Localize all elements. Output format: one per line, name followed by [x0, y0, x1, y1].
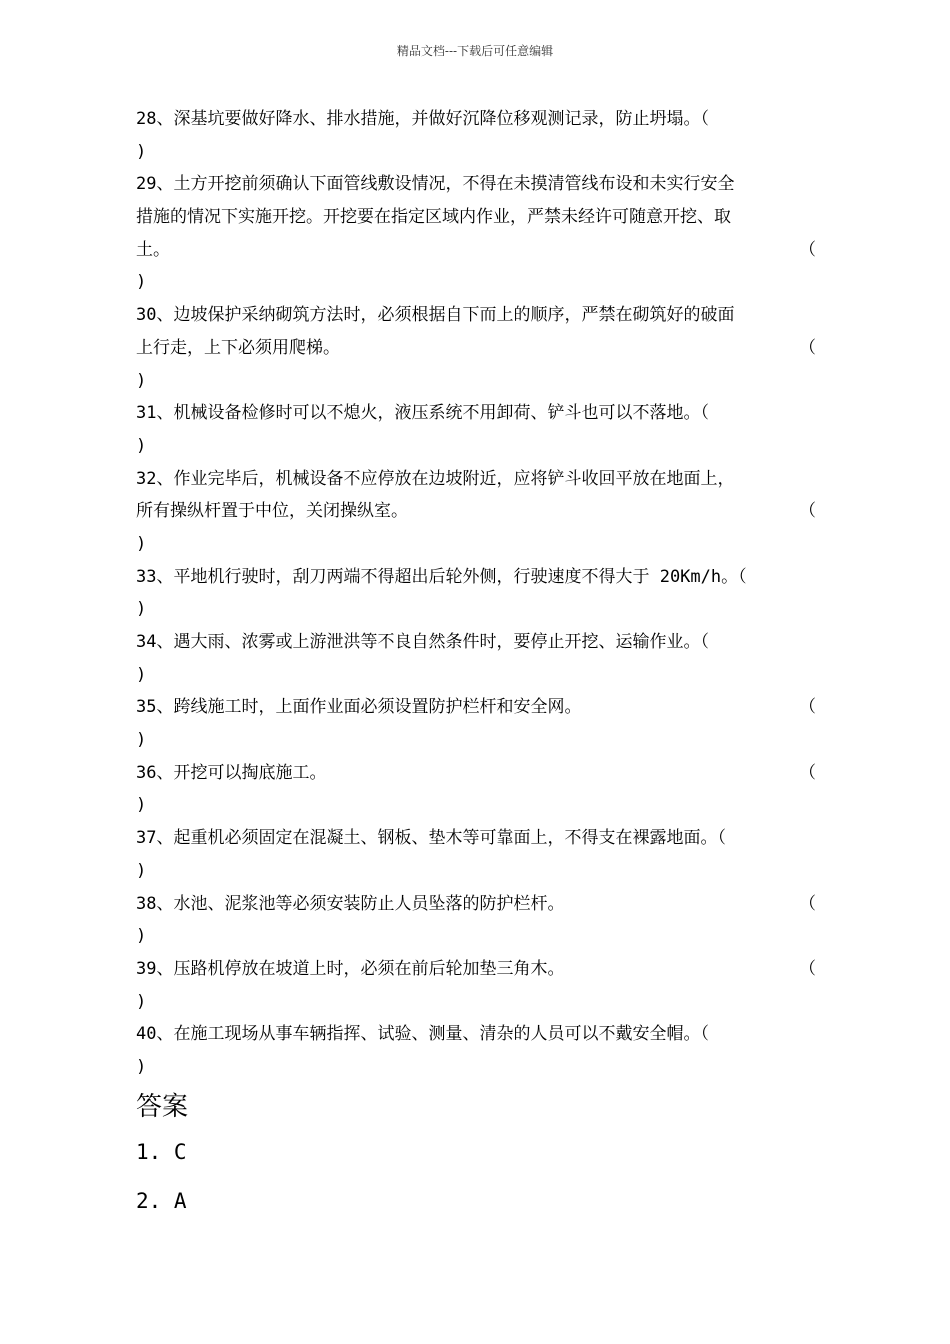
question-31-close: )	[136, 435, 147, 456]
question-30-open-paren: （	[799, 337, 816, 358]
question-28-line-1: 28、深基坑要做好降水、排水措施，并做好沉降位移观测记录，防止坍塌。（	[136, 109, 709, 129]
question-40-close: )	[136, 1056, 147, 1077]
question-39-open-paren: （	[799, 958, 816, 979]
question-38-line-1	[136, 888, 816, 921]
question-36-open-paren: （	[799, 762, 816, 783]
question-35-close: )	[136, 730, 147, 751]
question-32-open-paren: （	[799, 501, 816, 522]
question-30-close: )	[136, 370, 147, 391]
question-32-close: )	[136, 533, 147, 554]
question-35-text: 35、跨线施工时，上面作业面必须设置防护栏杆和安全网。	[136, 697, 582, 718]
answers-heading: 答案	[136, 1091, 189, 1122]
question-40-line-1: 40、在施工现场从事车辆指挥、试验、测量、清杂的人员可以不戴安全帽。（	[136, 1024, 709, 1045]
question-29-line-3	[136, 234, 816, 267]
question-38-text: 38、水池、泥浆池等必须安装防止人员坠落的防护栏杆。	[136, 893, 565, 914]
question-list	[136, 103, 816, 1223]
question-30-text-2: 上行走，上下必须用爬梯。	[136, 337, 340, 358]
question-36-line-1	[136, 757, 816, 790]
question-29-line-2: 措施的情况下实施开挖。开挖要在指定区域内作业，严禁未经许可随意开挖、取	[136, 207, 731, 228]
question-35-open-paren: （	[799, 697, 816, 718]
question-38-open-paren: （	[799, 893, 816, 914]
question-37-close: )	[136, 860, 147, 881]
question-33-line-1: 33、平地机行驶时，刮刀两端不得超出后轮外侧，行驶速度不得大于 20Km/h。（	[136, 566, 747, 587]
question-39-text: 39、压路机停放在坡道上时，必须在前后轮加垫三角木。	[136, 958, 565, 979]
question-34-line-1: 34、遇大雨、浓雾或上游泄洪等不良自然条件时，要停止开挖、运输作业。（	[136, 632, 709, 652]
question-39-line-1	[136, 953, 816, 986]
question-28-close: )	[136, 141, 147, 162]
answer-1: 1. C	[136, 1139, 187, 1164]
question-33-close: )	[136, 599, 147, 620]
question-34-close: )	[136, 664, 147, 685]
page-header: 精品文档---下载后可任意编辑	[396, 44, 554, 58]
question-29-open-paren: （	[799, 239, 816, 260]
question-32-line-2	[136, 495, 816, 528]
question-31-line-1: 31、机械设备检修时可以不熄火，液压系统不用卸荷、铲斗也可以不落地。（	[136, 403, 709, 424]
question-35-line-1	[136, 691, 816, 724]
question-32-line-1: 32、作业完毕后，机械设备不应停放在边坡附近，应将铲斗收回平放在地面上，	[136, 468, 735, 489]
question-30-line-2	[136, 332, 816, 365]
question-32-text-2: 所有操纵杆置于中位，关闭操纵室。	[136, 501, 408, 522]
question-39-close: )	[136, 991, 147, 1012]
question-37-line-1: 37、起重机必须固定在混凝土、钢板、垫木等可靠面上，不得支在裸露地面。（	[136, 828, 726, 849]
question-36-text: 36、开挖可以掏底施工。	[136, 762, 327, 783]
answer-2: 2. A	[136, 1188, 187, 1213]
question-30-line-1: 30、边坡保护采纳砌筑方法时，必须根据自下而上的顺序，严禁在砌筑好的破面	[136, 305, 735, 326]
question-36-close: )	[136, 795, 147, 816]
question-29-close: )	[136, 272, 147, 293]
question-29-text-3: 土。	[136, 239, 170, 260]
question-38-close: )	[136, 926, 147, 947]
question-29-line-1: 29、土方开挖前须确认下面管线敷设情况，不得在未摸清管线布设和未实行安全	[136, 174, 735, 195]
